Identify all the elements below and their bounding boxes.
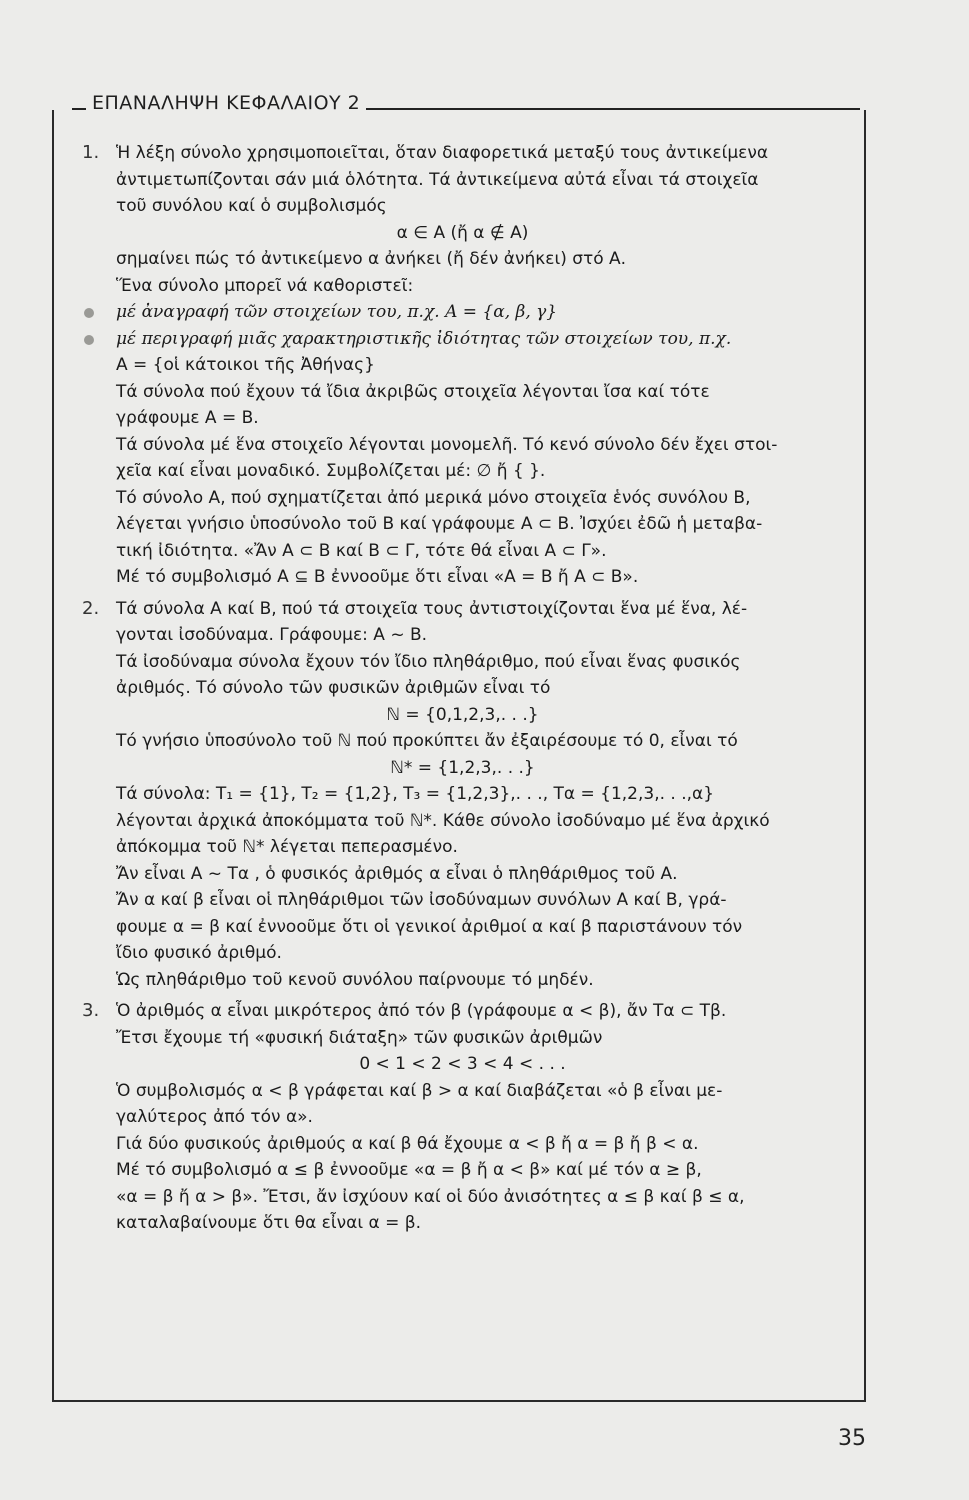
section-2-line-9: Ἄν εἶναι Α ~ Τα , ὁ φυσικός ἀριθμός α εἶναι ὁ πληθάριθμος τοῦ Α. [116, 863, 678, 884]
section-number: 3. [82, 1000, 100, 1021]
bullet-description-example: Α = {οἱ κάτοικοι τῆς Ἀθήνας} [116, 355, 375, 375]
bullet-description: μέ περιγραφή μιᾶς χαρακτηριστικῆς ἰδιότητας τῶν στοιχείων του, π.χ. [80, 326, 845, 353]
section-3-line-1: 3. Ὁ ἀριθμός α εἶναι μικρότερος ἀπό τόν β (γράφουμε α < β), ἄν Τα ⊂ Τβ. [80, 998, 845, 1025]
section-1 [80, 140, 845, 591]
membership-formula: α ∈ Α (ἤ α ∉ Α) [396, 222, 529, 243]
section-3-line-5: Γιά δύο φυσικούς ἀριθμούς α καί β θά ἔχουμε α < β ἤ α = β ἤ β < α. [116, 1133, 699, 1154]
section-1-line-7: γράφουμε Α = Β. [116, 408, 259, 428]
section-2-line-13: Ὡς πληθάριθμο τοῦ κενοῦ συνόλου παίρνουμε τό μηδέν. [116, 969, 594, 990]
section-2-line-5: Τό γνήσιο ὑποσύνολο τοῦ ℕ πού προκύπτει ἄν ἐξαιρέσουμε τό 0, εἶναι τό [116, 731, 738, 751]
section-1-line-1: 1. Ἡ λέξη σύνολο χρησιμοποιεῖται, ὅταν διαφορετικά μεταξύ τους ἀντικείμενα [80, 140, 845, 167]
section-3-line-6: Μέ τό συμβολισμό α ≤ β ἐννοοῦμε «α = β ἤ α < β» καί μέ τόν α ≥ β, [116, 1160, 702, 1180]
naturals-formula: ℕ = {0,1,2,3,. . .} [386, 704, 539, 725]
bullet-enumeration: μέ ἀναγραφή τῶν στοιχείων του, π.χ. Α = {α, β, γ} [80, 299, 845, 326]
section-1-line-8: Τά σύνολα μέ ἕνα στοιχεῖο λέγονται μονομελῆ. Τό κενό σύνολο δέν ἔχει στοι- [116, 434, 778, 455]
section-2-line-2: γονται ἰσοδύναμα. Γράφουμε: Α ~ Β. [116, 625, 428, 645]
section-2-line-11: φουμε α = β καί ἐννοοῦμε ὅτι οἱ γενικοί ἀριθμοί α καί β παριστάνουν τόν [116, 916, 743, 937]
section-3-line-2: Ἔτσι ἔχουμε τή «φυσική διάταξη» τῶν φυσικῶν ἀριθμῶν [116, 1027, 603, 1048]
section-number: 1. [82, 142, 100, 163]
section-1-line-2: ἀντιμετωπίζονται σάν μιά ὁλότητα. Τά ἀντικείμενα αὐτά εἶναι τά στοιχεῖα [116, 169, 759, 190]
naturals-star-formula: ℕ* = {1,2,3,. . .} [390, 757, 535, 778]
page-number: 35 [838, 1426, 866, 1451]
section-3-line-3: Ὁ συμβολισμός α < β γράφεται καί β > α καί διαβάζεται «ὁ β εἶναι με- [116, 1080, 723, 1101]
section-1-line-6: Τά σύνολα πού ἔχουν τά ἴδια ἀκριβῶς στοιχεῖα λέγονται ἴσα καί τότε [116, 381, 710, 402]
section-3-line-4: γαλύτερος ἀπό τόν α». [116, 1107, 313, 1127]
section-1-line-10: Τό σύνολο Α, πού σχηματίζεται ἀπό μερικά μόνο στοιχεῖα ἑνός συνόλου Β, [116, 487, 751, 508]
section-2-line-1: 2. Τά σύνολα Α καί Β, πού τά στοιχεῖα τους ἀντιστοιχίζονται ἕνα μέ ἕνα, λέ- [80, 596, 845, 623]
section-1-line-12: τική ἰδιότητα. «Ἄν Α ⊂ Β καί Β ⊂ Γ, τότε θά εἶναι Α ⊂ Γ». [116, 540, 607, 561]
section-1-line-3: τοῦ συνόλου καί ὁ συμβολισμός [116, 196, 387, 216]
section-2-line-8: ἀπόκομμα τοῦ ℕ* λέγεται πεπερασμένο. [116, 837, 458, 857]
section-1-line-5: Ἕνα σύνολο μπορεῖ νά καθοριστεῖ: [116, 275, 414, 296]
section-2-line-4: ἀριθμός. Τό σύνολο τῶν φυσικῶν ἀριθμῶν εἶναι τό [116, 678, 551, 698]
section-1-line-13: Μέ τό συμβολισμό Α ⊆ Β ἐννοοῦμε ὅτι εἶναι «Α = Β ἤ Α ⊂ Β». [116, 567, 639, 587]
section-3-line-7: «α = β ἤ α > β». Ἔτσι, ἄν ἰσχύουν καί οἱ δύο ἀνισότητες α ≤ β καί β ≤ α, [116, 1186, 745, 1207]
section-2-line-10: Ἄν α καί β εἶναι οἱ πληθάριθμοι τῶν ἰσοδύναμων συνόλων Α καί Β, γρά- [116, 890, 727, 910]
summary-body [80, 140, 845, 1237]
section-3-line-8: καταλαβαίνουμε ὅτι θα εἶναι α = β. [116, 1213, 421, 1233]
section-1-line-4: σημαίνει πώς τό ἀντικείμενο α ἀνήκει (ἤ δέν ἀνήκει) στό Α. [116, 249, 627, 269]
order-formula: 0 < 1 < 2 < 3 < 4 < . . . [359, 1054, 566, 1074]
section-2-line-7: λέγονται ἀρχικά ἀποκόμματα τοῦ ℕ*. Κάθε σύνολο ἰσοδύναμο μέ ἕνα ἀρχικό [116, 810, 770, 831]
section-2-line-12: ἴδιο φυσικό ἀριθμό. [116, 943, 282, 963]
bullet-icon [84, 308, 94, 318]
bullet-icon [84, 335, 94, 345]
section-number: 2. [82, 597, 100, 619]
section-1-line-9: χεῖα καί εἶναι μοναδικό. Συμβολίζεται μέ: ∅ ἤ { }. [116, 461, 546, 481]
section-3 [80, 998, 845, 1237]
chapter-title: ΕΠΑΝΑΛΗΨΗ ΚΕΦΑΛΑΙΟΥ 2 [86, 92, 366, 114]
section-2-line-3: Τά ἰσοδύναμα σύνολα ἔχουν τόν ἴδιο πληθάριθμο, πού εἶναι ἕνας φυσικός [116, 651, 741, 672]
section-1-line-11: λέγεται γνήσιο ὑποσύνολο τοῦ Β καί γράφουμε Α ⊂ Β. Ἰσχύει ἐδῶ ἡ μεταβα- [116, 514, 763, 534]
section-2-line-6: Τά σύνολα: Τ₁ = {1}, Τ₂ = {1,2}, Τ₃ = {1,2,3},. . ., Τα = {1,2,3,. . .,α} [116, 784, 715, 804]
section-2 [80, 596, 845, 994]
